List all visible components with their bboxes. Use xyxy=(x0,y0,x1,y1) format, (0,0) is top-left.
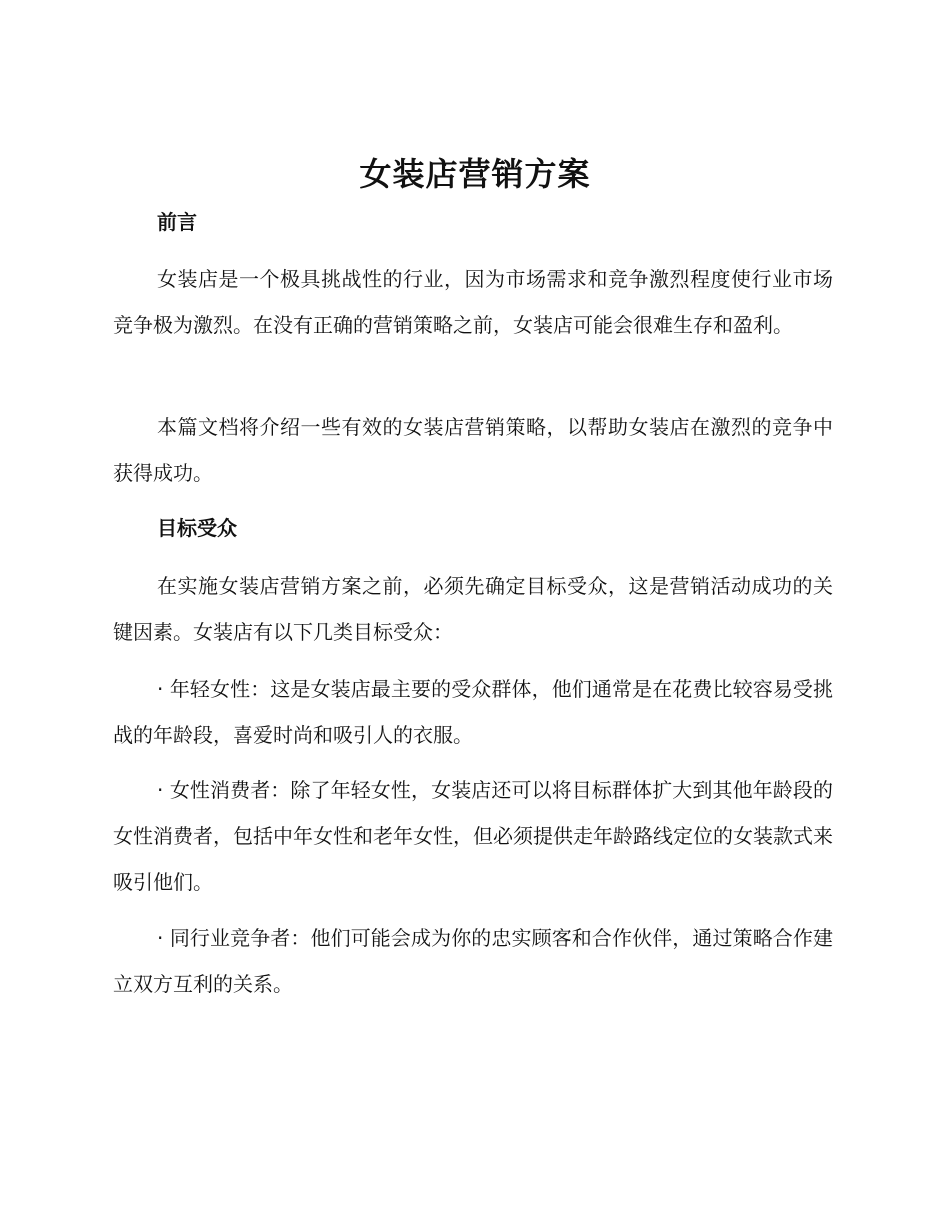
section-heading-target-audience: 目标受众 xyxy=(157,516,237,540)
preface-paragraph-1: 女装店是一个极具挑战性的行业，因为市场需求和竞争激烈程度使行业市场竞争极为激烈。在没有正确的营销策略之前，女装店可能会很难生存和盈利。 xyxy=(113,267,833,337)
document-title: 女装店营销方案 xyxy=(359,155,591,193)
audience-bullet-competitors: · 同行业竞争者：他们可能会成为你的忠实顾客和合作伙伴，通过策略合作建立双方互利的关系。 xyxy=(113,926,833,996)
audience-intro-paragraph: 在实施女装店营销方案之前，必须先确定目标受众，这是营销活动成功的关键因素。女装店有以下几类目标受众： xyxy=(113,574,833,644)
preface-paragraph-2: 本篇文档将介绍一些有效的女装店营销策略，以帮助女装店在激烈的竞争中获得成功。 xyxy=(113,415,833,485)
section-heading-preface: 前言 xyxy=(157,210,197,234)
audience-bullet-female-consumers: · 女性消费者：除了年轻女性，女装店还可以将目标群体扩大到其他年龄段的女性消费者，包括中年女性和老年女性，但必须提供走年龄路线定位的女装款式来吸引他们。 xyxy=(113,778,833,894)
audience-bullet-young-women: · 年轻女性：这是女装店最主要的受众群体，他们通常是在花费比较容易受挑战的年龄段，喜爱时尚和吸引人的衣服。 xyxy=(113,677,833,747)
